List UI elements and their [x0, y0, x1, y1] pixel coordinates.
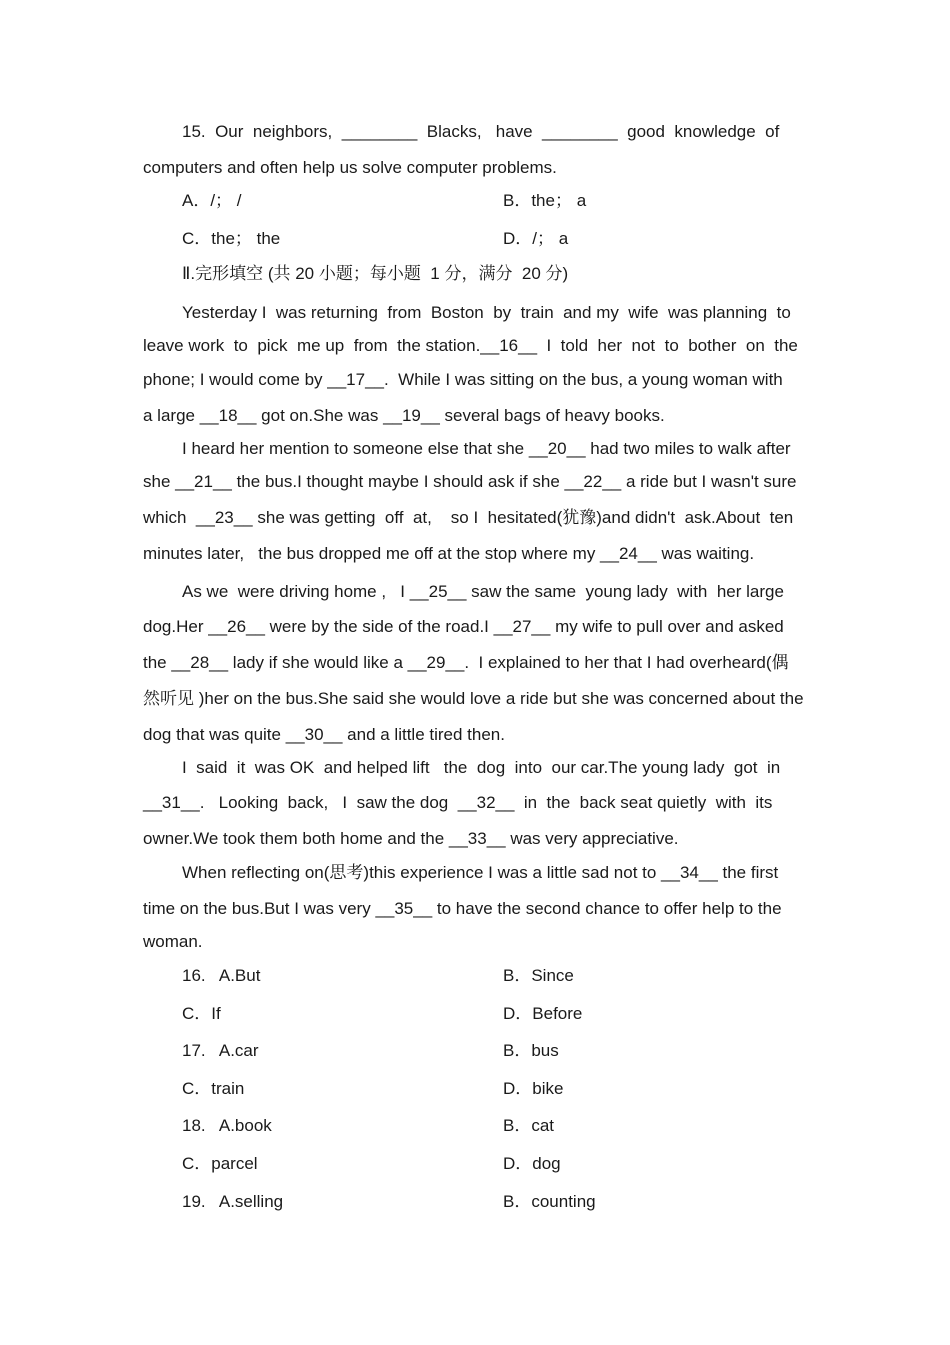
- passage-line: __31__. Looking back, I saw the dog __32__ in the back seat quietly with its: [143, 793, 773, 812]
- passage-line: minutes later, the bus dropped me off at the stop where my __24__ was waiting.: [143, 544, 755, 563]
- passage-line: time on the bus.But I was very __35__ to have the second chance to offer help to the: [143, 899, 782, 918]
- choice-right: D．Before: [503, 1004, 583, 1023]
- passage-line: As we were driving home , I __25__ saw the same young lady with her large: [182, 582, 784, 601]
- passage-line: woman.: [143, 932, 203, 951]
- choice-left: 18. A.book: [182, 1116, 272, 1135]
- passage-line: Yesterday I was returning from Boston by train and my wife was planning to: [182, 303, 791, 322]
- choice-right: D．dog: [503, 1154, 561, 1173]
- passage-line: dog that was quite __30__ and a little tired then.: [143, 725, 505, 744]
- q15-option-d: D．/； a: [503, 229, 569, 248]
- passage-line: I said it was OK and helped lift the dog into our car.The young lady got in: [182, 758, 781, 777]
- passage-line: phone; I would come by __17__. While I was sitting on the bus, a young woman with: [143, 370, 783, 389]
- choice-left: C．parcel: [182, 1154, 258, 1173]
- choice-left: C．train: [182, 1079, 245, 1098]
- passage-line: she __21__ the bus.I thought maybe I should ask if she __22__ a ride but I wasn't sure: [143, 472, 797, 491]
- passage-line: When reflecting on(思考)this experience I was a little sad not to __34__ the first: [182, 863, 779, 882]
- passage-line: leave work to pick me up from the station.__16__ I told her not to bother on the: [143, 336, 798, 355]
- passage-line: I heard her mention to someone else that she __20__ had two miles to walk after: [182, 439, 791, 458]
- choice-left: 19. A.selling: [182, 1192, 284, 1211]
- choice-left: C．If: [182, 1004, 221, 1023]
- q15-option-b: B．the； a: [503, 191, 587, 210]
- passage-line: 然听见 )her on the bus.She said she would love a ride but she was concerned about the: [143, 689, 804, 708]
- passage-line: dog.Her __26__ were by the side of the road.I __27__ my wife to pull over and asked: [143, 617, 784, 636]
- choice-right: B．bus: [503, 1041, 559, 1060]
- choice-right: D．bike: [503, 1079, 564, 1098]
- q15-stem-line2: computers and often help us solve computer problems.: [143, 158, 557, 177]
- passage-line: the __28__ lady if she would like a __29__. I explained to her that I had overheard(偶: [143, 653, 789, 672]
- choice-left: 17. A.car: [182, 1041, 259, 1060]
- choice-left: 16. A.But: [182, 966, 261, 985]
- passage-line: owner.We took them both home and the __33__ was very appreciative.: [143, 829, 679, 848]
- q15-option-c: C．the； the: [182, 229, 281, 248]
- passage-line: a large __18__ got on.She was __19__ several bags of heavy books.: [143, 406, 665, 425]
- choice-right: B．counting: [503, 1192, 596, 1211]
- choice-right: B．Since: [503, 966, 574, 985]
- q15-option-a: A．/； /: [182, 191, 242, 210]
- passage-line: which __23__ she was getting off at, so I hesitated(犹豫)and didn't ask.About ten: [143, 508, 794, 527]
- q15-stem-line1: 15. Our neighbors, ________ Blacks, have ________ good knowledge of: [182, 122, 780, 141]
- choice-right: B．cat: [503, 1116, 555, 1135]
- section-heading: Ⅱ.完形填空 (共 20 小题；每小题 1 分，满分 20 分): [182, 264, 569, 283]
